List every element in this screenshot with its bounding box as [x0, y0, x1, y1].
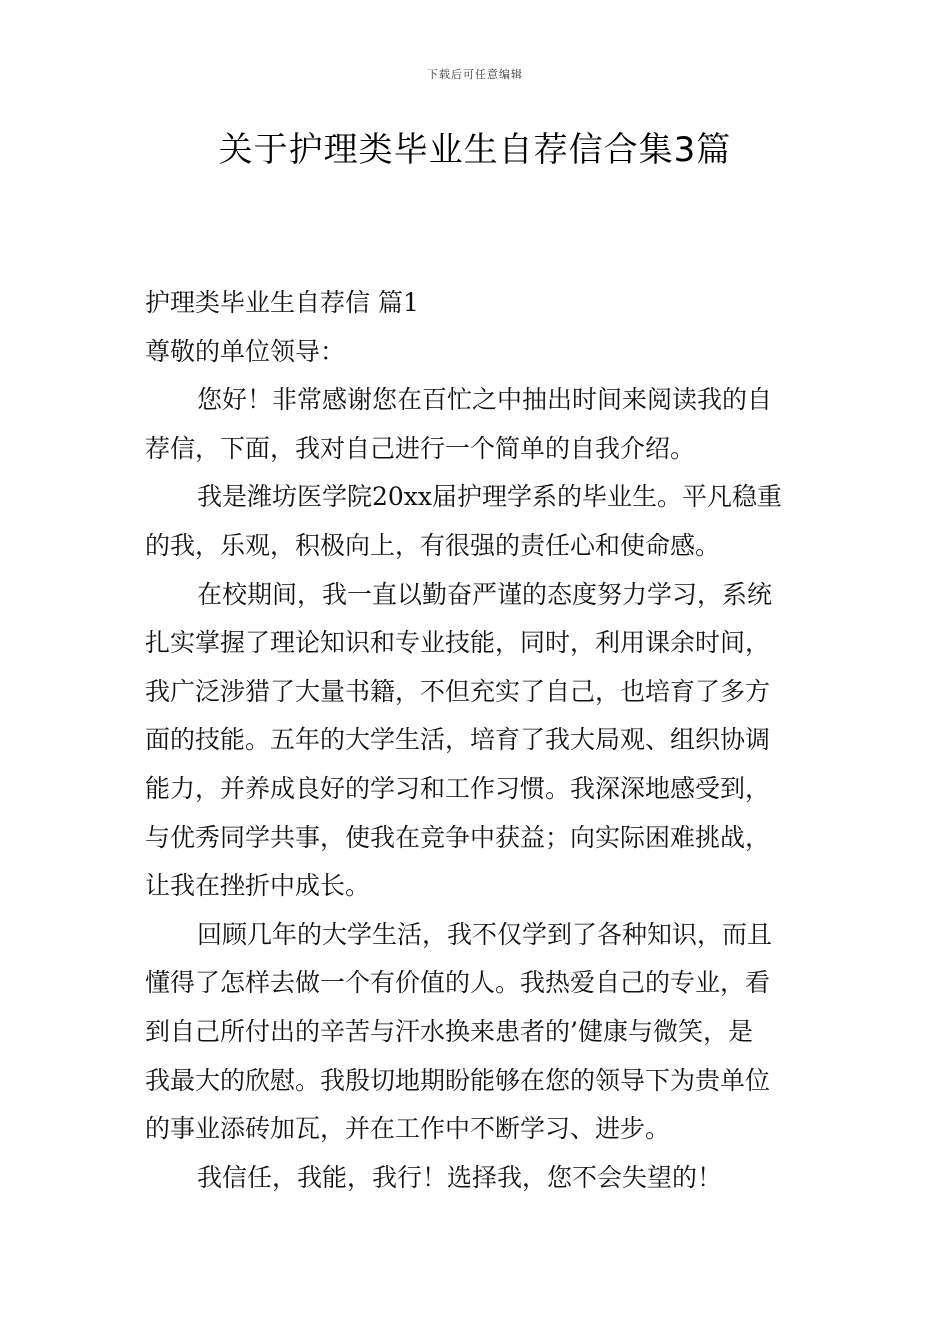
document-title: 关于护理类毕业生自荐信合集3篇 — [218, 130, 732, 170]
body-line: 到自己所付出的辛苦与汗水换来患者的’健康与微笑，是 — [145, 1016, 753, 1046]
body-line: 与优秀同学共事，使我在竞争中获益；向实际困难挑战， — [145, 822, 771, 852]
body-line: 您好！非常感谢您在百忙之中抽出时间来阅读我的自 — [197, 385, 773, 415]
body-line: 能力，并养成良好的学习和工作习惯。我深深地感受到， — [145, 773, 771, 803]
body-line: 我广泛涉猎了大量书籍，不但充实了自己，也培育了多方 — [145, 676, 771, 706]
body-line: 在校期间，我一直以勤奋严谨的态度努力学习，系统 — [197, 579, 773, 609]
body-line: 的我，乐观，积极向上，有很强的责任心和使命感。 — [145, 530, 721, 560]
body-line: 我是潍坊医学院20xx届护理学系的毕业生。平凡稳重 — [197, 482, 783, 512]
body-line: 我最大的欣慰。我殷切地期盼能够在您的领导下为贵单位 — [145, 1065, 771, 1095]
body-line: 懂得了怎样去做一个有价值的人。我热爱自己的专业，看 — [145, 968, 771, 998]
body-line: 面的技能。五年的大学生活，培育了我大局观、组织协调 — [145, 725, 771, 755]
body-line: 让我在挫折中成长。 — [145, 871, 371, 901]
body-line: 回顾几年的大学生活，我不仅学到了各种知识，而且 — [197, 919, 773, 949]
closing-line: 我信任，我能，我行！选择我，您不会失望的！ — [197, 1162, 723, 1192]
salutation: 尊敬的单位领导： — [145, 336, 346, 366]
body-line: 荐信，下面，我对自己进行一个简单的自我介绍。 — [145, 433, 696, 463]
body-line: 扎实掌握了理论知识和专业技能，同时，利用课余时间， — [145, 628, 771, 658]
letter-body — [145, 279, 807, 1202]
body-line: 的事业添砖加瓦，并在工作中不断学习、进步。 — [145, 1114, 671, 1144]
header-note: 下载后可任意编辑 — [427, 68, 523, 81]
section-heading: 护理类毕业生自荐信 篇1 — [145, 288, 419, 317]
